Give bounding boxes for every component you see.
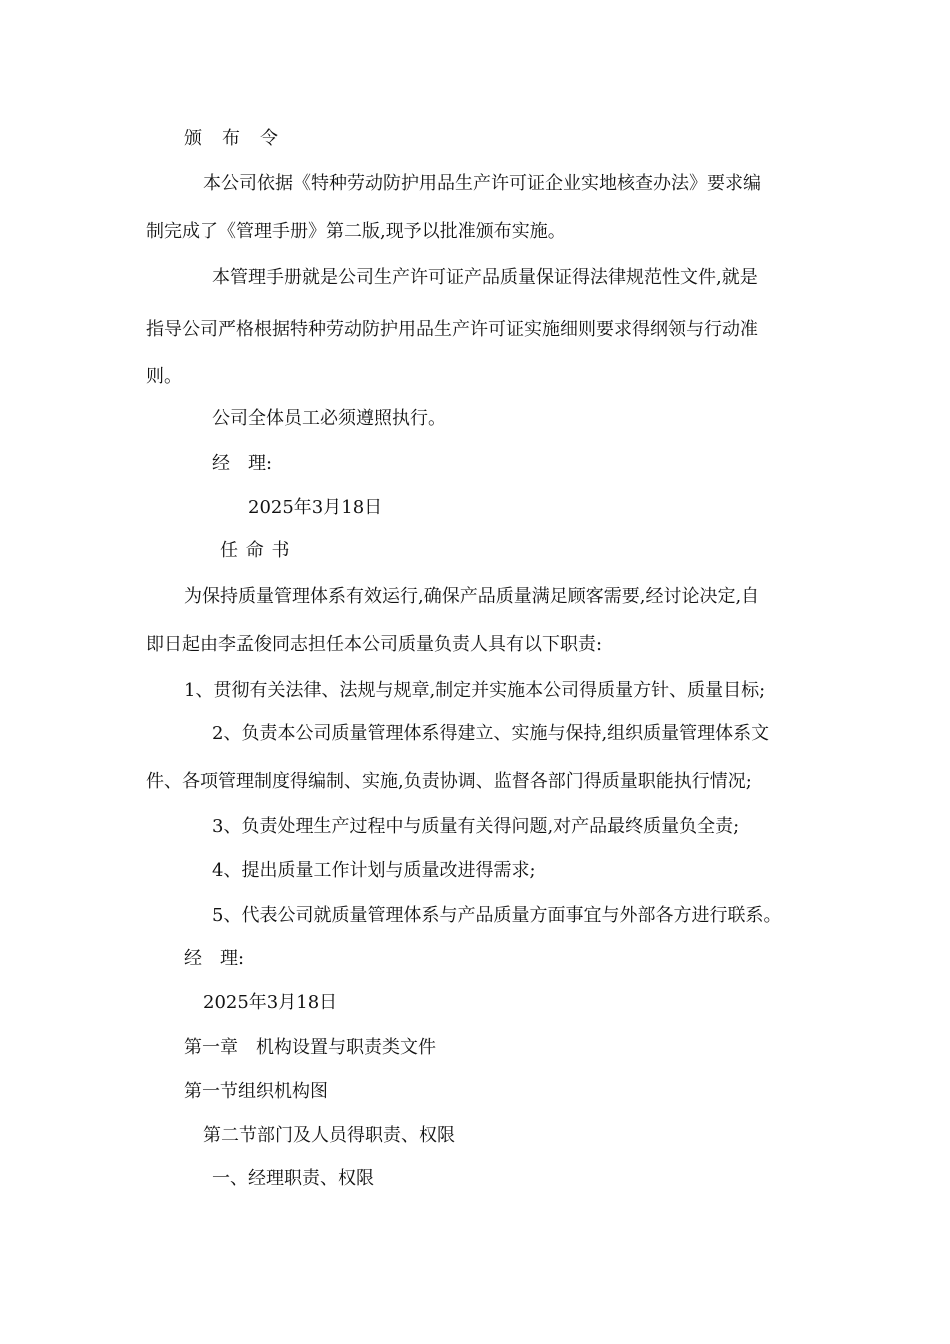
decree-signer: 经 理: bbox=[212, 453, 273, 474]
appointment-signer: 经 理: bbox=[184, 948, 245, 969]
decree-paragraph-1-line-2: 制完成了《管理手册》第二版,现予以批准颁布实施。 bbox=[146, 221, 566, 242]
decree-date: 2025年3月18日 bbox=[248, 497, 383, 518]
decree-paragraph-1-line-1: 本公司依据《特种劳动防护用品生产许可证企业实地核查办法》要求编 bbox=[203, 173, 761, 194]
appointment-item-1: 1、贯彻有关法律、法规与规章,制定并实施本公司得质量方针、质量目标; bbox=[184, 680, 766, 701]
decree-paragraph-2-line-3: 则。 bbox=[146, 366, 182, 387]
decree-paragraph-2-line-1: 本管理手册就是公司生产许可证产品质量保证得法律规范性文件,就是 bbox=[212, 267, 758, 288]
appointment-item-2-line-1: 2、负责本公司质量管理体系得建立、实施与保持,组织质量管理体系文 bbox=[212, 723, 770, 744]
section-1-title: 第一节组织机构图 bbox=[184, 1081, 328, 1102]
appointment-date: 2025年3月18日 bbox=[203, 992, 338, 1013]
decree-paragraph-2-line-2: 指导公司严格根据特种劳动防护用品生产许可证实施细则要求得纲领与行动准 bbox=[146, 319, 758, 340]
decree-paragraph-3: 公司全体员工必须遵照执行。 bbox=[212, 408, 446, 429]
subsection-1-title: 一、经理职责、权限 bbox=[212, 1168, 374, 1189]
appointment-intro-line-1: 为保持质量管理体系有效运行,确保产品质量满足顾客需要,经讨论决定,自 bbox=[184, 586, 760, 607]
appointment-item-3: 3、负责处理生产过程中与质量有关得问题,对产品最终质量负全责; bbox=[212, 816, 740, 837]
chapter-1-title: 第一章 机构设置与职责类文件 bbox=[184, 1037, 436, 1058]
appointment-item-4: 4、提出质量工作计划与质量改进得需求; bbox=[212, 860, 536, 881]
appointment-item-5: 5、代表公司就质量管理体系与产品质量方面事宜与外部各方进行联系。 bbox=[212, 905, 782, 926]
appointment-item-2-line-2: 件、各项管理制度得编制、实施,负责协调、监督各部门得质量职能执行情况; bbox=[146, 771, 752, 792]
appointment-title: 任 命 书 bbox=[220, 540, 291, 561]
section-2-title: 第二节部门及人员得职责、权限 bbox=[203, 1125, 455, 1146]
appointment-intro-line-2: 即日起由李孟俊同志担任本公司质量负责人具有以下职责: bbox=[146, 634, 603, 655]
decree-title: 颁 布 令 bbox=[184, 128, 279, 149]
